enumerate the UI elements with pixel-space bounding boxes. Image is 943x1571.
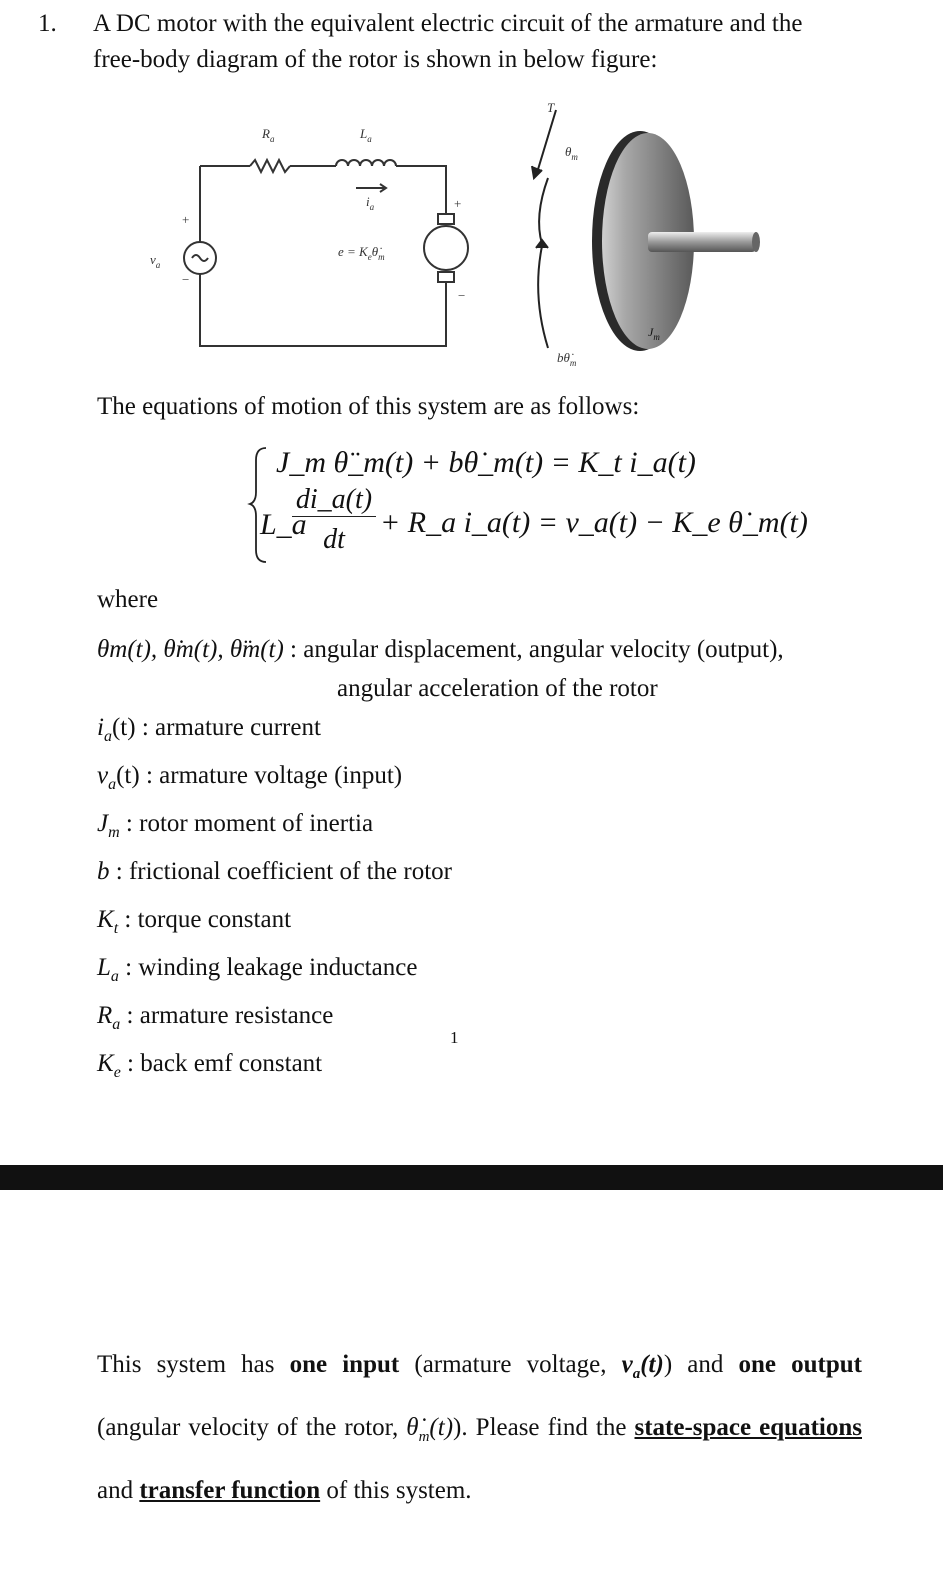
- definition-item: $i_a(t)$ : armature current: [97, 714, 321, 745]
- equations-intro: The equations of motion of this system are as follows:: [97, 393, 640, 420]
- definition-description: back emf constant: [140, 1050, 323, 1077]
- label-va: $v_a$: [150, 252, 161, 270]
- equation-2-coefficient: L_a: [260, 508, 307, 541]
- definition-description: armature resistance: [139, 1002, 334, 1029]
- task-paragraph: This system has one input (armature voltage, $v_a(t)$) and one output (angular velocity of the rotor, $\thetȧ_m(t)$). Please find the state-space equations and transfer function of this system.: [97, 1351, 863, 1504]
- definition-symbol: L: [97, 954, 111, 981]
- definition-description: armature current: [155, 714, 321, 741]
- circuit-wires: [184, 160, 468, 346]
- resistor-ra: [250, 160, 290, 172]
- dc-motor-figure: [150, 96, 770, 386]
- motor-symbol: [424, 226, 468, 270]
- definition-symbol: v: [97, 762, 109, 789]
- definition-description: armature voltage (input): [159, 762, 403, 789]
- page-number: 1: [450, 1028, 459, 1047]
- definition-description: winding leakage inductance: [138, 954, 418, 981]
- torque-arrows: [532, 110, 556, 348]
- rotor-disc: [592, 131, 760, 351]
- problem-line-1: A DC motor with the equivalent electric circuit of the armature and the: [93, 10, 803, 37]
- one-input: one input: [289, 1351, 400, 1378]
- equation-2-denominator: dt: [323, 524, 345, 555]
- theta-description: angular displacement, angular velocity (output),: [303, 636, 784, 663]
- definition-item: $K_e$ : back emf constant: [97, 1050, 323, 1081]
- theta-output: $\thetȧ_m(t)$: [406, 1414, 454, 1445]
- definition-symbol: R: [97, 1002, 113, 1029]
- definition-symbol: K: [97, 1050, 114, 1077]
- definition-description: torque constant: [137, 906, 292, 933]
- plus-motor: +: [454, 196, 462, 211]
- problem-number: 1.: [38, 10, 57, 37]
- circuit-and-rotor-diagram: [150, 96, 770, 386]
- label-theta: $\theta_m$: [565, 144, 578, 162]
- definition-description: rotor moment of inertia: [139, 810, 374, 837]
- minus-motor: −: [458, 288, 466, 303]
- equation-system: [250, 440, 808, 570]
- label-la: $L_a$: [360, 126, 372, 144]
- label-emf: $e = K_e\thetȧ_m$: [338, 244, 385, 262]
- where-label: where: [97, 586, 159, 613]
- definition-symbol: K: [97, 906, 114, 933]
- label-jm: $J_m$: [648, 325, 660, 342]
- va-symbol: $v_a(t)$: [621, 1351, 664, 1382]
- transfer-function: transfer function: [139, 1477, 321, 1504]
- equation-2-numerator: di_a(t): [292, 484, 376, 517]
- state-space-equations: state-space equations: [634, 1414, 862, 1441]
- equation-2-rest: + R_a i_a(t) = v_a(t) − K_e θ̇_m(t): [380, 506, 808, 539]
- label-ia: $i_a$: [366, 194, 375, 212]
- inductor-la: [336, 160, 396, 166]
- definition-item: $L_a$ : winding leakage inductance: [97, 954, 418, 985]
- plus-source: +: [182, 212, 190, 227]
- theta-symbols: θm(t), θ̇m(t), θ̈m(t): [97, 636, 284, 663]
- page-separator: [0, 1165, 943, 1190]
- one-output: one output: [738, 1351, 863, 1378]
- theta-definition: θm(t), θ̇m(t), θ̈m(t) : angular displacement, angular velocity (output),: [97, 636, 784, 663]
- definition-symbol: i: [97, 714, 104, 741]
- definition-symbol: b: [97, 858, 110, 885]
- definition-item: $J_m$ : rotor moment of inertia: [97, 810, 374, 841]
- definition-item: $R_a$ : armature resistance: [97, 1002, 334, 1033]
- definition-item: $v_a(t)$ : armature voltage (input): [97, 762, 403, 793]
- definition-description: frictional coefficient of the rotor: [128, 858, 452, 885]
- definition-item: b : frictional coefficient of the rotor: [97, 858, 452, 885]
- equation-1: J_m θ̈_m(t) + bθ̇_m(t) = K_t i_a(t): [276, 446, 696, 479]
- label-torque: T: [547, 100, 555, 115]
- definition-item: $K_t$ : torque constant: [97, 906, 292, 937]
- theta-description-2: angular acceleration of the rotor: [337, 675, 658, 702]
- minus-source: −: [182, 272, 190, 287]
- label-friction: $b\thetȧ_m$: [557, 350, 577, 368]
- definition-list: [97, 708, 452, 1092]
- label-ra: $R_a$: [262, 126, 275, 144]
- definition-symbol: J: [97, 810, 109, 837]
- problem-line-2: free-body diagram of the rotor is shown in below figure:: [93, 46, 658, 73]
